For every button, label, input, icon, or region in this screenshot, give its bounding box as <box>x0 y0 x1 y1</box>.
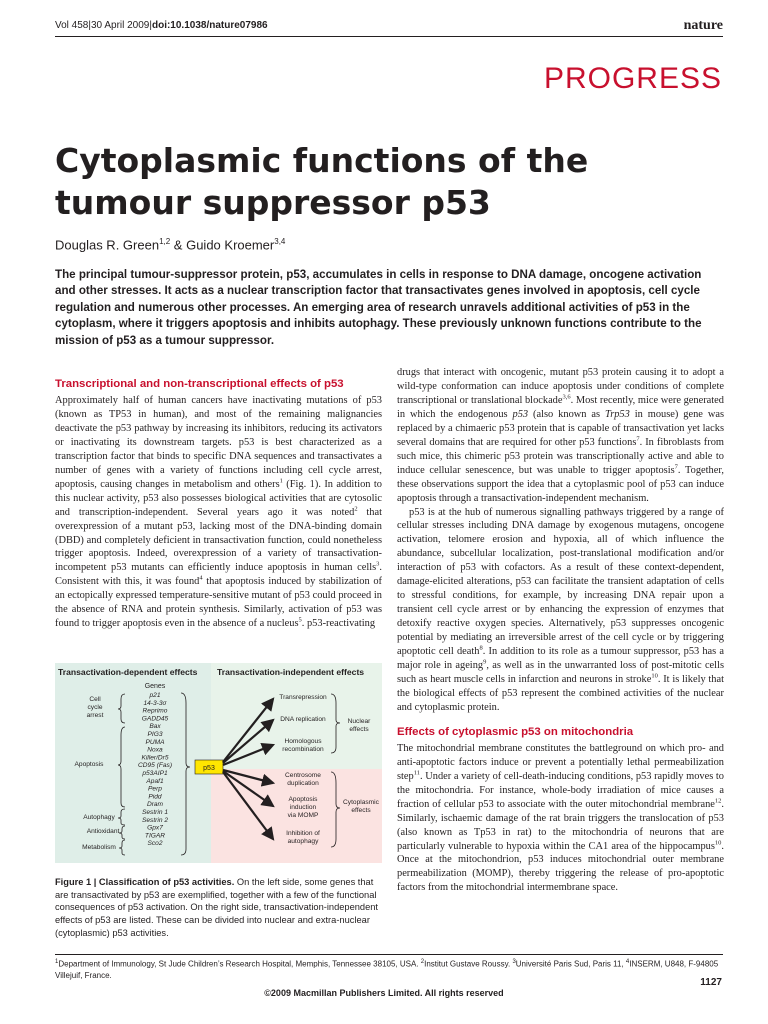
gene-label: Apaf1 <box>146 777 164 785</box>
caption-text: On the left side, some genes that are transactivated by p53 are exemplified, together with a few of the functional consequences of p53 activation. On the right side, transactivation-independent effects of p53 are listed. These can be divided into nuclear and extra-nuclear (cytoplasmic) p53 activities. <box>55 877 379 938</box>
arrow-homologous <box>223 745 273 765</box>
section-heading-1: Transcriptional and non-transcriptional effects of p53 <box>55 378 344 390</box>
citation-line: Vol 458|30 April 2009|doi:10.1038/nature07986 <box>55 20 268 31</box>
item-homologous-1: Homologous <box>284 738 322 745</box>
author-separator: & <box>170 237 187 253</box>
gene-label: Noxa <box>147 746 163 754</box>
item-apoptosis-3: via MOMP <box>287 812 319 819</box>
gene-label: Dram <box>146 801 164 809</box>
gene-label: Sestrin 1 <box>141 809 169 816</box>
figure-diagram <box>55 663 382 863</box>
gene-label: Bax <box>149 723 161 731</box>
left-paragraph-1: Approximately half of human cancers have inactivating mutations of p53 (known as TP53 in human), and most of the remaining malignancies deactivate the p53 pathway by increasing its inhibitors, reducing its activators or inactivating its downstream targets. p53 is best characterized as a transcription factor that binds to specific DNA sequences and transactivates a number of genes with a variety of functions including cell cycle arrest, apoptosis, causing changes in metabolism and others$^1$ (Fig. 1). In addition to this nuclear activity, p53 also possesses biological activities that are cytosolic and transcription-independent. Several years ago it was noted$^2$ that overexpression of a mutant p53, lacking most of the DNA-binding domain (DBD) and completely deficient in transactivation function, could nonetheless trigger apoptosis. Indeed, overexpression of a variety of transactivation-incompetent p53 mutants can efficiently induce apoptosis in human cells$^3$. Consistent with this, it was found$^4$ that apoptosis induced by stabilization of an ectopically expressed temperature-sensitive mutant of p53 could proceed in the absence of RNA and protein synthesis. Similarly, activation of p53 was found to trigger apoptosis even in the absence of a nucleus$^5$. p53-reactivating <box>55 395 383 630</box>
copyright-line: ©2009 Macmillan Publishers Limited. All rights reserved <box>264 988 504 998</box>
arrow-transrepression <box>223 699 273 762</box>
gene-label: PIG3 <box>147 731 163 738</box>
section-heading-2: Effects of cytoplasmic p53 on mitochondria <box>397 725 634 738</box>
doi-link[interactable]: doi:10.1038/nature07986 <box>151 20 268 31</box>
bracket-metabolism <box>119 840 125 855</box>
right-paragraph-3: The mitochondrial membrane constitutes the battleground on which pro- and anti-apoptotic factors induce or prevent a potentially lethal permeabilization step$^{11}$. Under a variety of cell-death-inducing conditions, p53 rapidly moves to the mitochondria. For instance, whole-body irradiation of mice causes a fraction of cellular p53 to associate with the outer mitochondrial membrane$^{12}$. Similarly, ischaemic damage of the rat brain triggers the translocation of p53 (also known as Tp53 in rat) to the mitochondria of neurons that are particularly vulnerable to hypoxia within the CA1 area of the hippocampus$^{10}$. Once at the mitochondrion, p53 induces mitochondrial outer membrane permeabilization (MOMP), thereby triggering the release of pro-apoptotic factors from the mitochondrial intermembrane space. <box>397 742 724 894</box>
item-apoptosis-2: induction <box>289 804 317 811</box>
volume: Vol 458 <box>55 20 89 31</box>
author-1: Douglas R. Green <box>55 237 160 253</box>
item-homologous-2: recombination <box>282 746 324 753</box>
item-dna-replication: DNA replication <box>280 716 326 723</box>
gene-label: PUMA <box>145 738 165 746</box>
label-metabolism: Metabolism <box>82 844 116 851</box>
bracket-apoptosis <box>118 727 125 807</box>
journal-name: nature <box>683 18 723 33</box>
bracket-genes-to-p53 <box>181 693 190 855</box>
nuclear-label-1: Nuclear <box>347 718 371 725</box>
gene-label: Gpx7 <box>147 824 163 832</box>
bracket-antioxidant <box>119 826 125 839</box>
bracket-cell-cycle <box>118 694 125 723</box>
bracket-autophagy <box>118 809 125 825</box>
p53-label: p53 <box>203 765 215 772</box>
gene-label: 14-3-3σ <box>143 699 167 707</box>
gene-label: Sco2 <box>147 840 163 848</box>
item-centrosome-1: Centrosome <box>285 772 321 779</box>
page-number: 1127 <box>700 977 722 988</box>
bracket-nuclear <box>331 694 340 753</box>
genes-label: Genes <box>144 683 166 690</box>
item-autophagy-2: autophagy <box>287 838 319 845</box>
right-column <box>397 366 724 895</box>
author-1-affil: 1,2 <box>159 237 171 246</box>
gene-label: CD95 (Fas) <box>137 762 173 770</box>
label-cell-cycle-2: cycle <box>87 704 103 711</box>
gene-label: TIGAR <box>144 832 166 840</box>
arrow-dna-replication <box>223 720 273 763</box>
header-rule <box>55 36 723 37</box>
gene-label: p21 <box>149 692 161 699</box>
author-list <box>55 237 285 252</box>
author-2-affil: 3,4 <box>274 237 286 246</box>
gene-label: GADD45 <box>141 715 169 723</box>
figure-head-right: Transactivation-independent effects <box>217 667 365 677</box>
footnote-rule <box>55 954 723 955</box>
label-apoptosis: Apoptosis <box>74 761 104 768</box>
cyto-label-1: Cytoplasmic <box>343 799 379 806</box>
author-2: Guido Kroemer <box>186 237 275 253</box>
label-antioxidant: Antioxidant <box>86 828 120 835</box>
label-cell-cycle-1: Cell <box>89 696 101 703</box>
running-header <box>55 20 723 36</box>
left-column <box>55 377 382 631</box>
figure-caption <box>55 876 382 940</box>
caption-label: Figure 1 | Classification of p53 activities. <box>55 877 235 887</box>
item-apoptosis-1: Apoptosis <box>288 796 318 803</box>
gene-label: Pidd <box>148 793 162 801</box>
cyto-label-2: effects <box>351 807 371 814</box>
abstract: The principal tumour-suppressor protein, p53, accumulates in cells in response to DNA damage, oncogene activation and other stresses. It acts as a nuclear transcription factor that transactivates genes involved in apoptosis, cell cycle regulation and numerous other processes. An emerging area of research unravels additional activities of p53 in the cytoplasm, where it triggers apoptosis and inhibits autophagy. These previously unknown functions contribute to the mission of p53 as a tumour suppressor. <box>55 268 702 347</box>
issue-date: 30 April 2009 <box>90 20 150 31</box>
gene-label: Perp <box>148 785 162 793</box>
gene-label: Sestrin 2 <box>141 816 169 824</box>
gene-label: p53AIP1 <box>142 770 168 777</box>
gene-label: Reprimo <box>142 707 168 715</box>
affiliations-footnote: $^1$Department of Immunology, St Jude Children’s Research Hospital, Memphis, Tennessee 38105, USA. $^2$Institut Gustave Roussy. $^3$Université Paris Sud, Paris 11, $^4$INSERM, U848, F-94805 Villejuif, France. <box>55 959 719 980</box>
article-title: Cytoplasmic functions of the tumour suppressor p53 <box>55 141 589 222</box>
right-paragraph-2: p53 is at the hub of numerous signalling pathways triggered by a range of cellular stresses including DNA damage by exogenous mutagens, oncogene activation, telomere erosion and hypoxia, all of which influence the abundance, subcellular localization, post-translational modification and/or interaction of p53 with cofactors. As a result of these context-dependent, damage-elicited alterations, p53 can facilitate the transient adaptation of cells to stressful conditions, for example, by increasing DNA repair upon a transient cell cycle arrest or by enhancing the expression of enzymes that detoxify reactive oxygen species. Alternatively, p53 suppresses oncogenic potential by mediating an irreversible arrest of the cell cycle or by triggering apoptotic cell death$^8$. In addition to its role as a tumour suppressor, p53 has a major role in ageing$^9$, as well as in the unwarranted loss of post-mitotic cells such as heart muscle cells in infarction and neurons in stroke$^{10}$. It is likely that the biological effects of p53 represent the combined activities of the nuclear and cytoplasmic protein. <box>397 506 725 713</box>
gene-label: Killer/Dr5 <box>141 754 169 762</box>
item-transrepression: Transrepression <box>279 694 327 701</box>
label-cell-cycle-3: arrest <box>86 712 104 719</box>
bracket-cytoplasmic <box>331 772 340 847</box>
item-centrosome-2: duplication <box>287 780 319 787</box>
genes-list <box>138 692 172 847</box>
section-label: PROGRESS <box>543 62 722 95</box>
figure-1 <box>55 663 382 863</box>
nuclear-label-2: effects <box>349 726 369 733</box>
figure-head-left: Transactivation-dependent effects <box>58 667 198 677</box>
item-autophagy-1: Inhibition of <box>286 830 320 837</box>
label-autophagy: Autophagy <box>83 814 115 821</box>
right-paragraph-1: drugs that interact with oncogenic, mutant p53 protein causing it to adopt a wild-type conformation can induce apoptosis under conditions of complete transcriptional or translational blockade$^{3,6}$. Most recently, mice were generated in which the endogenous p53 (also known as Trp53 in mouse) gene was replaced by a chimaeric p53 protein that is capable of transactivation yet lacks several domains that are required for other p53 functions$^7$. In fibroblasts from such mice, this chimeric p53 protein was transcriptionally active and able to induce cellular senescence, but was unable to trigger apoptosis$^7$. Together, these observations support the idea that a cytoplasmic pool of p53 can induce apoptosis through a transactivation-independent mechanism. <box>397 367 724 504</box>
